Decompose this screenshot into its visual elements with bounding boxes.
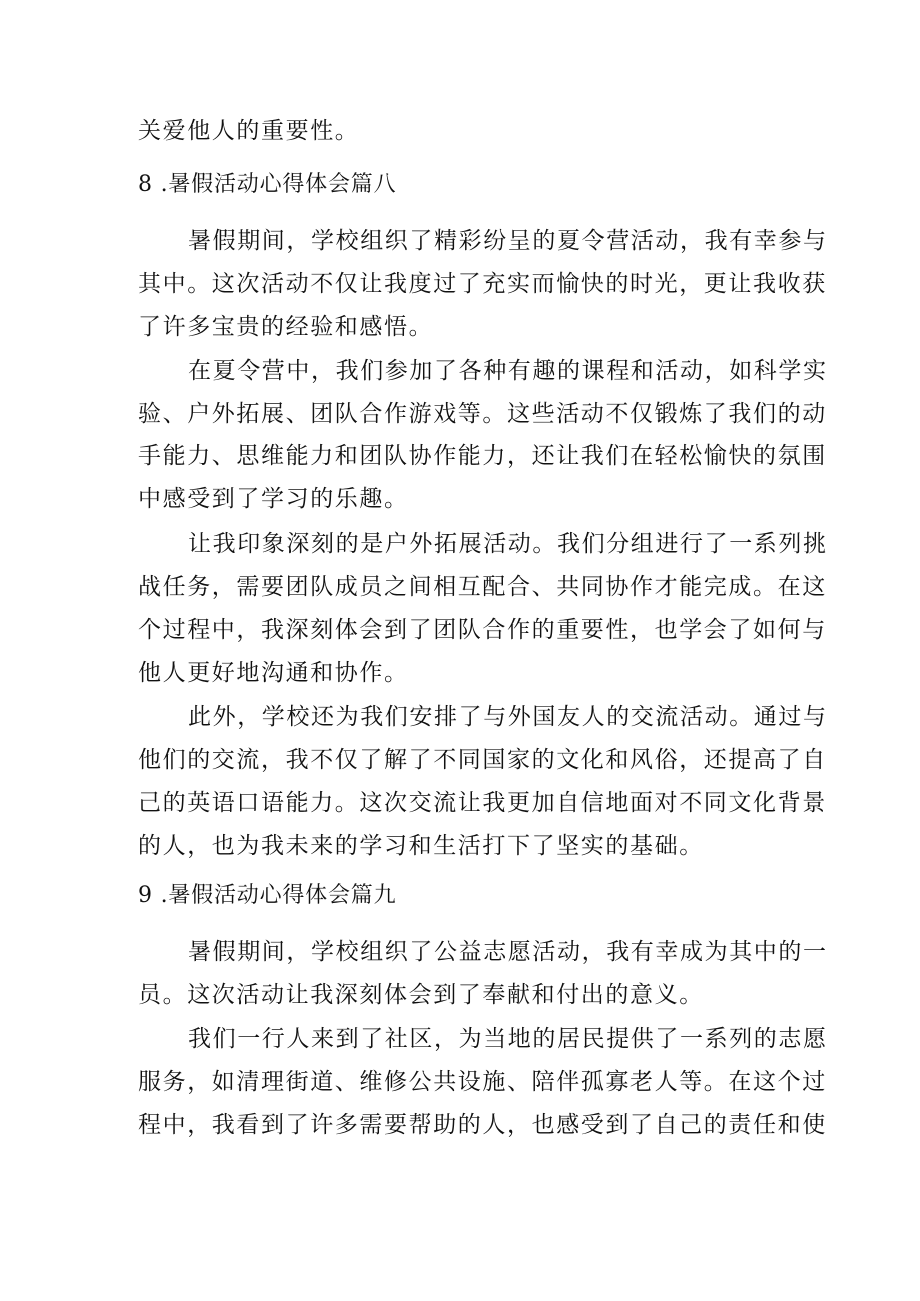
section-8-para-3-line-2: 战任务，需要团队成员之间相互配合、共同协作才能完成。在这 [138,574,827,600]
section-9-para-2-line-2: 服务，如清理街道、维修公共设施、陪伴孤寡老人等。在这个过 [138,1069,827,1095]
section-9-heading: 9 .暑假活动心得体会篇九 [138,883,397,908]
section-9-para-2-line-3: 程中，我看到了许多需要帮助的人，也感受到了自己的责任和使 [138,1112,827,1138]
section-8-para-3-line-4: 他人更好地沟通和协作。 [138,660,409,686]
section-8-para-1-line-1: 暑假期间，学校组织了精彩纷呈的夏令营活动，我有幸参与 [188,228,828,254]
section-8-para-4-line-3: 己的英语口语能力。这次交流让我更加自信地面对不同文化背景 [138,790,827,816]
section-8-para-2-line-2: 验、户外拓展、团队合作游戏等。这些活动不仅锻炼了我们的动 [138,401,827,427]
section-8-para-1-line-2: 其中。这次活动不仅让我度过了充实而愉快的时光，更让我收获 [138,271,827,297]
section-8-para-2-line-3: 手能力、思维能力和团队协作能力，还让我们在轻松愉快的氛围 [138,443,827,469]
continuation-text: 关爱他人的重要性。 [138,118,360,144]
section-9-para-2-line-1: 我们一行人来到了社区，为当地的居民提供了一系列的志愿 [188,1026,828,1052]
section-9-para-1-line-2: 员。这次活动让我深刻体会到了奉献和付出的意义。 [138,982,704,1008]
section-8-para-4-line-1: 此外，学校还为我们安排了与外国友人的交流活动。通过与 [188,704,828,730]
section-8-para-4-line-4: 的人，也为我未来的学习和生活打下了坚实的基础。 [138,833,704,859]
section-8-para-2-line-4: 中感受到了学习的乐趣。 [138,486,409,512]
section-8-para-1-line-3: 了许多宝贵的经验和感悟。 [138,314,434,340]
section-8-para-4-line-2: 他们的交流，我不仅了解了不同国家的文化和风俗，还提高了自 [138,747,827,773]
section-8-para-2-line-1: 在夏令营中，我们参加了各种有趣的课程和活动，如科学实 [188,358,828,384]
section-8-para-3-line-3: 个过程中，我深刻体会到了团队合作的重要性，也学会了如何与 [138,617,827,643]
section-9-para-1-line-1: 暑假期间，学校组织了公益志愿活动，我有幸成为其中的一 [188,939,828,965]
section-8-heading: 8 .暑假活动心得体会篇八 [138,172,397,197]
section-8-para-3-line-1: 让我印象深刻的是户外拓展活动。我们分组进行了一系列挑 [188,531,828,557]
